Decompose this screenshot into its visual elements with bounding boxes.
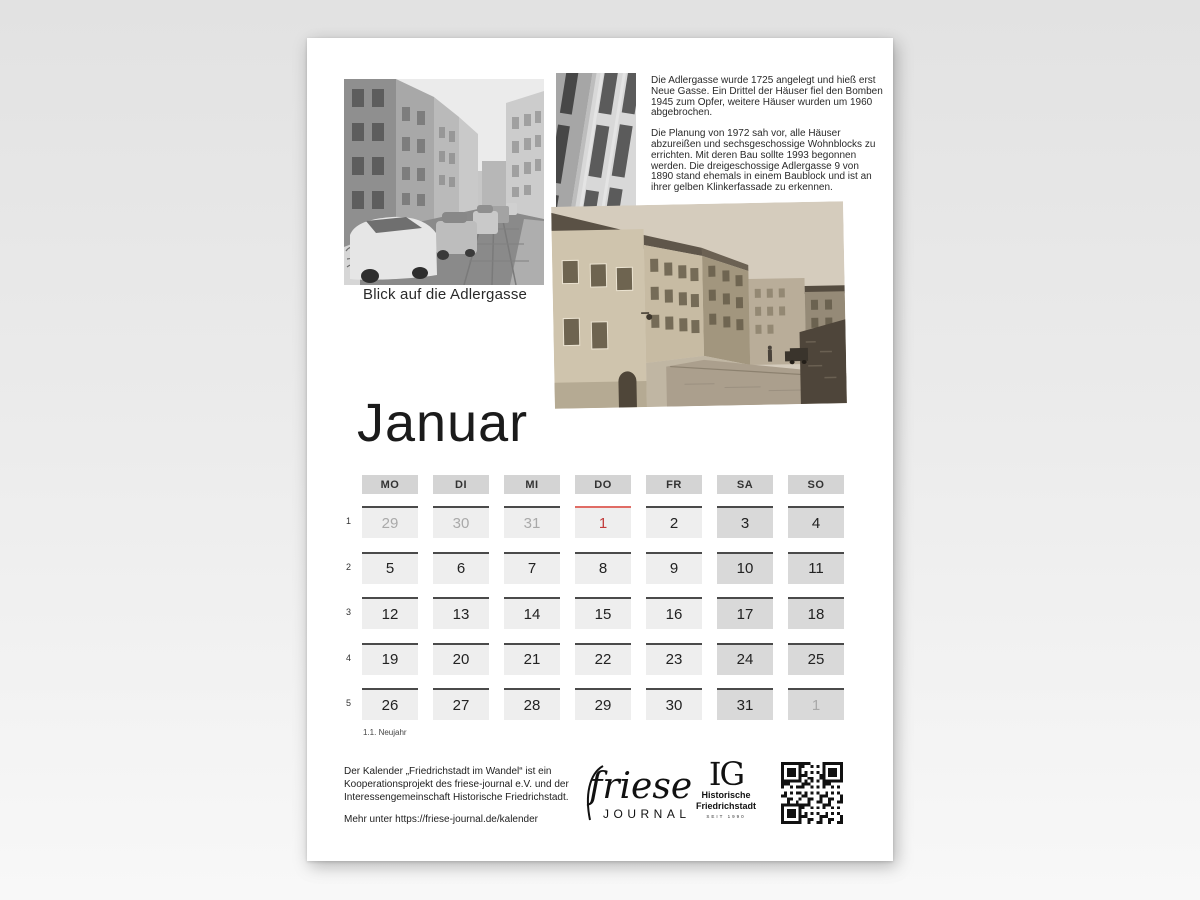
- day-cell-23: 23: [646, 643, 702, 675]
- day-cell-1: 1: [788, 688, 844, 720]
- calendar-page: [307, 38, 893, 861]
- day-cell-6: 6: [433, 552, 489, 584]
- day-cell-29: 29: [362, 506, 418, 538]
- day-cell-8: 8: [575, 552, 631, 584]
- week-number-5: 5: [345, 698, 351, 708]
- qr-code: [781, 762, 843, 824]
- day-cell-28: 28: [504, 688, 560, 720]
- day-cell-30: 30: [646, 688, 702, 720]
- friese-journal-logo: [573, 760, 701, 835]
- ig-initials: IG: [708, 755, 744, 793]
- day-cell-18: 18: [788, 597, 844, 629]
- day-cell-13: 13: [433, 597, 489, 629]
- credit-url: Mehr unter https://friese-journal.de/kalender: [344, 814, 538, 825]
- month-title: Januar: [357, 393, 529, 453]
- weekday-header-fr: FR: [646, 475, 702, 494]
- ig-line2: Friedrichstadt: [695, 801, 756, 812]
- day-cell-27: 27: [433, 688, 489, 720]
- weekday-header-di: DI: [433, 475, 489, 494]
- weekday-header-so: SO: [788, 475, 844, 494]
- day-cell-7: 7: [504, 552, 560, 584]
- day-cell-12: 12: [362, 597, 418, 629]
- weekday-header-do: DO: [575, 475, 631, 494]
- day-cell-29: 29: [575, 688, 631, 720]
- day-cell-14: 14: [504, 597, 560, 629]
- week-number-1: 1: [345, 516, 351, 526]
- day-cell-17: 17: [717, 597, 773, 629]
- friese-script-text: friese: [589, 766, 693, 807]
- day-cell-31: 31: [717, 688, 773, 720]
- week-number-4: 4: [345, 652, 351, 663]
- day-cell-16: 16: [646, 597, 702, 629]
- day-cell-31: 31: [504, 506, 560, 538]
- weekday-header-row: [362, 475, 844, 494]
- history-text: [651, 76, 883, 194]
- day-cell-22: 22: [575, 643, 631, 675]
- day-cell-9: 9: [646, 552, 702, 584]
- day-cell-20: 20: [433, 643, 489, 675]
- day-cell-11: 11: [788, 552, 844, 584]
- day-cell-4: 4: [788, 506, 844, 538]
- photo-adlergasse-modern: [344, 79, 544, 285]
- weekday-header-mo: MO: [362, 475, 418, 494]
- ig-line1: Historische: [701, 790, 751, 800]
- footer-credit: [344, 765, 584, 826]
- photo-adlergasse-historic: [551, 201, 847, 409]
- weekday-header-sa: SA: [717, 475, 773, 494]
- ig-founding-year: SEIT 1990: [706, 813, 746, 819]
- day-cell-3: 3: [717, 506, 773, 538]
- day-cell-21: 21: [504, 643, 560, 675]
- foreground-house: [551, 211, 654, 409]
- day-cell-25: 25: [788, 643, 844, 675]
- day-cell-5: 5: [362, 552, 418, 584]
- day-cell-24: 24: [717, 643, 773, 675]
- calendar-grid: [362, 506, 844, 720]
- history-paragraph: Die Planung von 1972 sah vor, alle Häuser abzureißen und sechsgeschossige Wohnblocks zu errichten. Mit deren Bau sollte 1993 begonnen werden. Die dreigeschossige Adlergasse 9 von 1890 stand ehemals in einem Baublock und ist an ihrer gelben Klinkerfassade zu erkennen.: [651, 128, 876, 194]
- day-cell-19: 19: [362, 643, 418, 675]
- holiday-note: 1.1. Neujahr: [363, 728, 407, 737]
- day-cell-15: 15: [575, 597, 631, 629]
- day-cell-1: 1: [575, 506, 631, 538]
- credit-text: Der Kalender „Friedrichstadt im Wandel“ ist ein Kooperationsprojekt des friese-journal e.V. und der Interessengemeinschaft Historische Friedrichstadt.: [344, 766, 569, 803]
- journal-text: JOURNAL: [603, 807, 691, 821]
- day-cell-10: 10: [717, 552, 773, 584]
- ig-historische-friedrichstadt-logo: [692, 755, 760, 819]
- weekday-header-mi: MI: [504, 475, 560, 494]
- day-cell-2: 2: [646, 506, 702, 538]
- photo-caption: Blick auf die Adlergasse: [363, 286, 528, 303]
- day-cell-26: 26: [362, 688, 418, 720]
- day-cell-30: 30: [433, 506, 489, 538]
- week-number-2: 2: [345, 561, 351, 572]
- week-number-3: 3: [345, 607, 351, 617]
- history-paragraph: Die Adlergasse wurde 1725 angelegt und hieß erst Neue Gasse. Ein Drittel der Häuser fiel den Bomben 1945 zum Opfer, weitere Häuser wurden um 1960 abgebrochen.: [651, 75, 883, 119]
